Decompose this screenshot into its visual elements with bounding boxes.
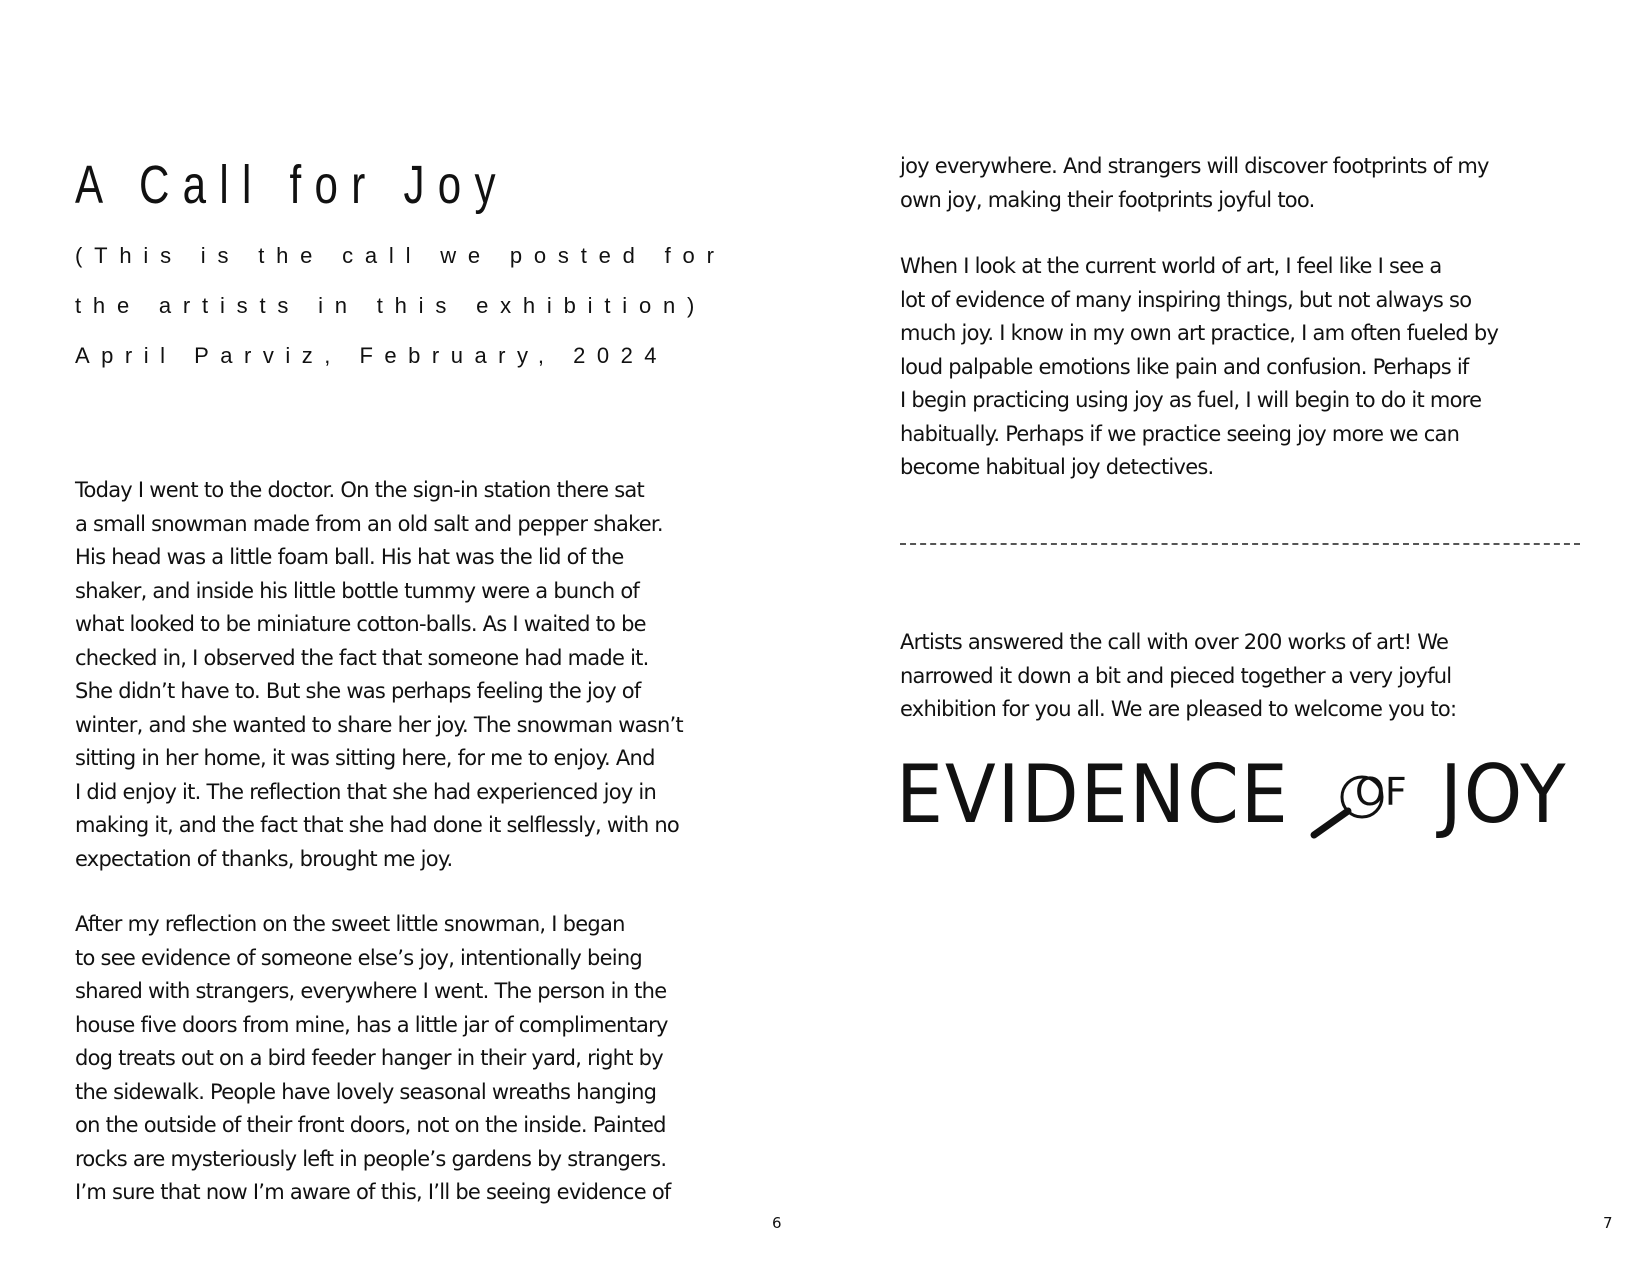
body-paragraph-2: After my reflection on the sweet little snowman, I began to see evidence of someone else’s joy, intentionally being shared with strangers, everywhere I went. The person in the house five doors from mine, has a little jar of complimentary dog treats out on a bird feeder hanger in their yard, right by the sidewalk. People have lovely seasonal wreaths hanging on the outside of their front doors, not on the inside. Painted rocks are mysteriously left in people’s gardens by strangers. I’m sure that now I’m aware of this, I’ll be seeing evidence of [75,912,671,1204]
body-paragraph-4: When I look at the current world of art, I feel like I see a lot of evidence of many inspiring things, but not always so much joy. I know in my own art practice, I am often fueled by loud palpable emotions like pain and confusion. Perhaps if I begin practicing using joy as fuel, I will begin to do it more habitually. Perhaps if we practice seeing joy more we can become habitual joy detectives. [900,254,1499,479]
author-byline: April Parviz, February, 2024 [75,343,669,368]
page-number-left: 6 [772,1214,782,1232]
logo-word-joy: JOY [1440,748,1568,841]
dashed-divider [900,543,1580,545]
logo-word-evidence: EVIDENCE [896,748,1290,841]
body-paragraph-3: joy everywhere. And strangers will discover footprints of my own joy, making their footprints joyful too. [900,154,1489,212]
right-page [825,0,1650,1275]
subtitle-line-1: (This is the call we posted for [75,243,726,268]
body-paragraph-5: Artists answered the call with over 200 works of art! We narrowed it down a bit and pieced together a very joyful exhibition for you all. We are pleased to welcome you to: [900,630,1457,721]
body-paragraph-1: Today I went to the doctor. On the sign-in station there sat a small snowman made from an old salt and pepper shaker. His head was a little foam ball. His hat was the lid of the shaker, and inside his little bottle tummy were a bunch of what looked to be miniature cotton-balls. As I waited to be checked in, I observed the fact that someone had made it. She didn’t have to. But she was perhaps feeling the joy of winter, and she wanted to share her joy. The snowman wasn’t sitting in her home, it was sitting here, for me to enjoy. And I did enjoy it. The reflection that she had experienced joy in making it, and the fact that she had done it selflessly, with no expectation of thanks, brought me joy. [75,478,683,871]
page-number-right: 7 [1603,1214,1613,1232]
logo-word-of: OF [1355,770,1407,814]
page-title: A Call for Joy [75,155,509,215]
subtitle-line-2: the artists in this exhibition) [75,293,707,318]
evidence-of-joy-logo [896,748,1590,850]
